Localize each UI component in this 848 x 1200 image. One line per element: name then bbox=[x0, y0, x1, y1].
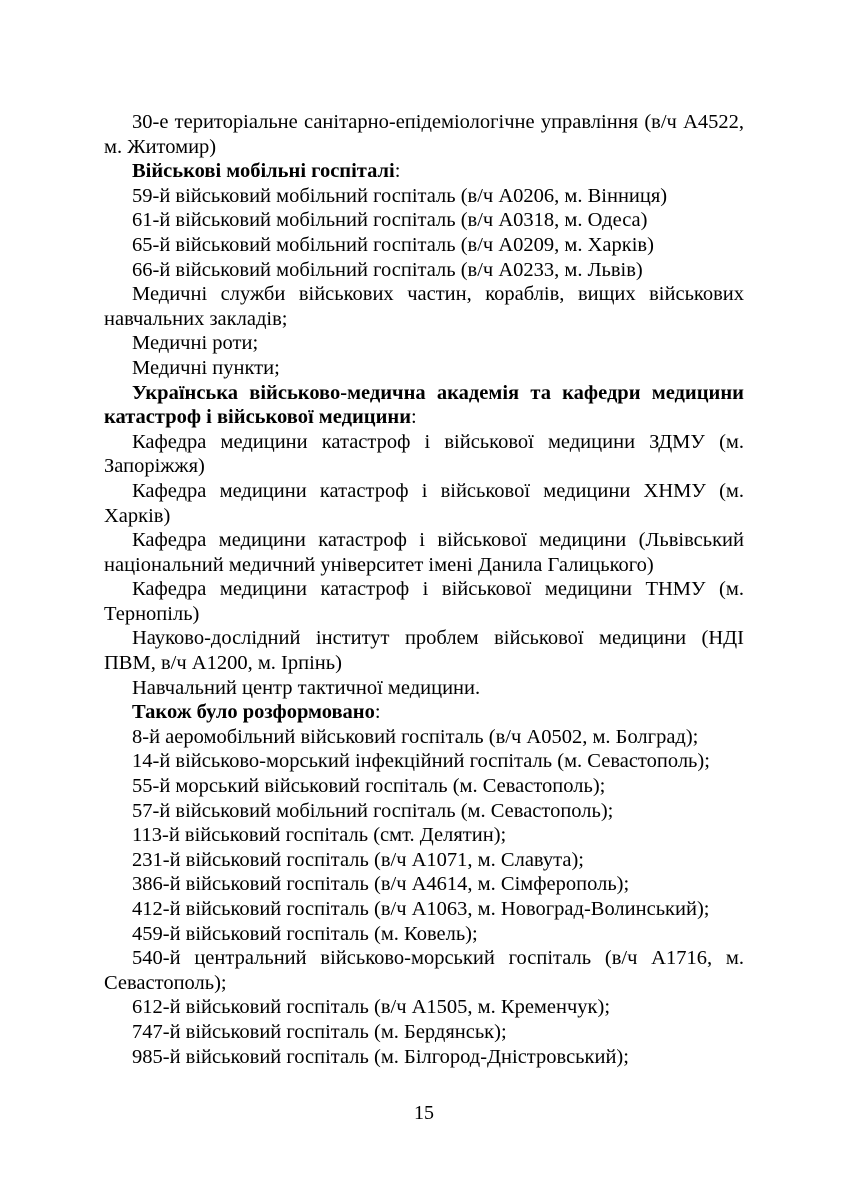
list-item: Кафедра медицини катастроф і військової медицини (Львівський національний медичний університет імені Данила Галицького) bbox=[104, 529, 744, 576]
list-item: Науково-дослідний інститут проблем військової медицини (НДІ ПВМ, в/ч А1200, м. Ірпінь) bbox=[104, 627, 744, 675]
list-item: 57-й військовий мобільний госпіталь (м. Севастополь); bbox=[132, 799, 614, 822]
paragraph: 30-е територіальне санітарно-епідеміологічне управління (в/ч А4522, м. Житомир) bbox=[104, 111, 744, 158]
list-item: 65-й військовий мобільний госпіталь (в/ч А0209, м. Харків) bbox=[132, 233, 654, 256]
list-item: 386-й військовий госпіталь (в/ч А4614, м. Сімферополь); bbox=[132, 873, 630, 896]
list-item: Кафедра медицини катастроф і військової медицини ЗДМУ (м. Запоріжжя) bbox=[104, 430, 744, 478]
list-item: Медичні служби військових частин, кораблів, вищих військових навчальних закладів; bbox=[104, 283, 744, 330]
list-item: Навчальний центр тактичної медицини. bbox=[132, 676, 481, 699]
list-item: Кафедра медицини катастроф і військової медицини ТНМУ (м. Тернопіль) bbox=[104, 578, 744, 625]
heading-colon: : bbox=[374, 701, 381, 724]
list-item: 8-й аеромобільний військовий госпіталь (в/ч А0502, м. Болград); bbox=[132, 725, 699, 748]
list-item: 231-й військовий госпіталь (в/ч А1071, м. Славута); bbox=[132, 848, 584, 871]
section-heading bbox=[104, 159, 744, 184]
heading-text: Військові мобільні госпіталі bbox=[132, 160, 395, 183]
list-item: Медичні роти; bbox=[132, 332, 259, 355]
section-heading bbox=[104, 381, 744, 430]
page-body bbox=[104, 110, 744, 1069]
list-item: 59-й військовий мобільний госпіталь (в/ч А0206, м. Вінниця) bbox=[132, 184, 668, 207]
list-item: 747-й військовий госпіталь (м. Бердянськ); bbox=[132, 1020, 507, 1043]
list-item: 61-й військовий мобільний госпіталь (в/ч А0318, м. Одеса) bbox=[132, 209, 648, 232]
list-item: 113-й військовий госпіталь (смт. Делятин); bbox=[132, 824, 507, 847]
list-item: 55-й морський військовий госпіталь (м. Севастополь); bbox=[132, 775, 606, 798]
heading-colon: : bbox=[411, 406, 417, 429]
list-item: 66-й військовий мобільний госпіталь (в/ч А0233, м. Львів) bbox=[132, 258, 643, 281]
list-item: 14-й військово-морський інфекційний госпіталь (м. Севастополь); bbox=[132, 750, 710, 773]
page-number: 15 bbox=[414, 1102, 434, 1124]
list-item: 412-й військовий госпіталь (в/ч А1063, м. Новоград-Волинський); bbox=[132, 898, 710, 920]
section-heading bbox=[104, 700, 744, 725]
list-item: Кафедра медицини катастроф і військової медицини ХНМУ (м. Харків) bbox=[104, 479, 744, 527]
list-item: Медичні пункти; bbox=[132, 356, 280, 379]
heading-colon: : bbox=[394, 160, 401, 183]
heading-text: Українська військово-медична академія та кафедри медицини катастроф і військової медицини bbox=[104, 381, 744, 429]
list-item: 985-й військовий госпіталь (м. Білгород-Дністровський); bbox=[132, 1045, 629, 1068]
list-item: 612-й військовий госпіталь (в/ч А1505, м. Кременчук); bbox=[132, 996, 611, 1019]
heading-text: Також було розформовано bbox=[132, 701, 375, 724]
list-item: 540-й центральний військово-морський госпіталь (в/ч А1716, м. Севастополь); bbox=[104, 947, 744, 994]
list-item: 459-й військовий госпіталь (м. Ковель); bbox=[132, 922, 478, 945]
